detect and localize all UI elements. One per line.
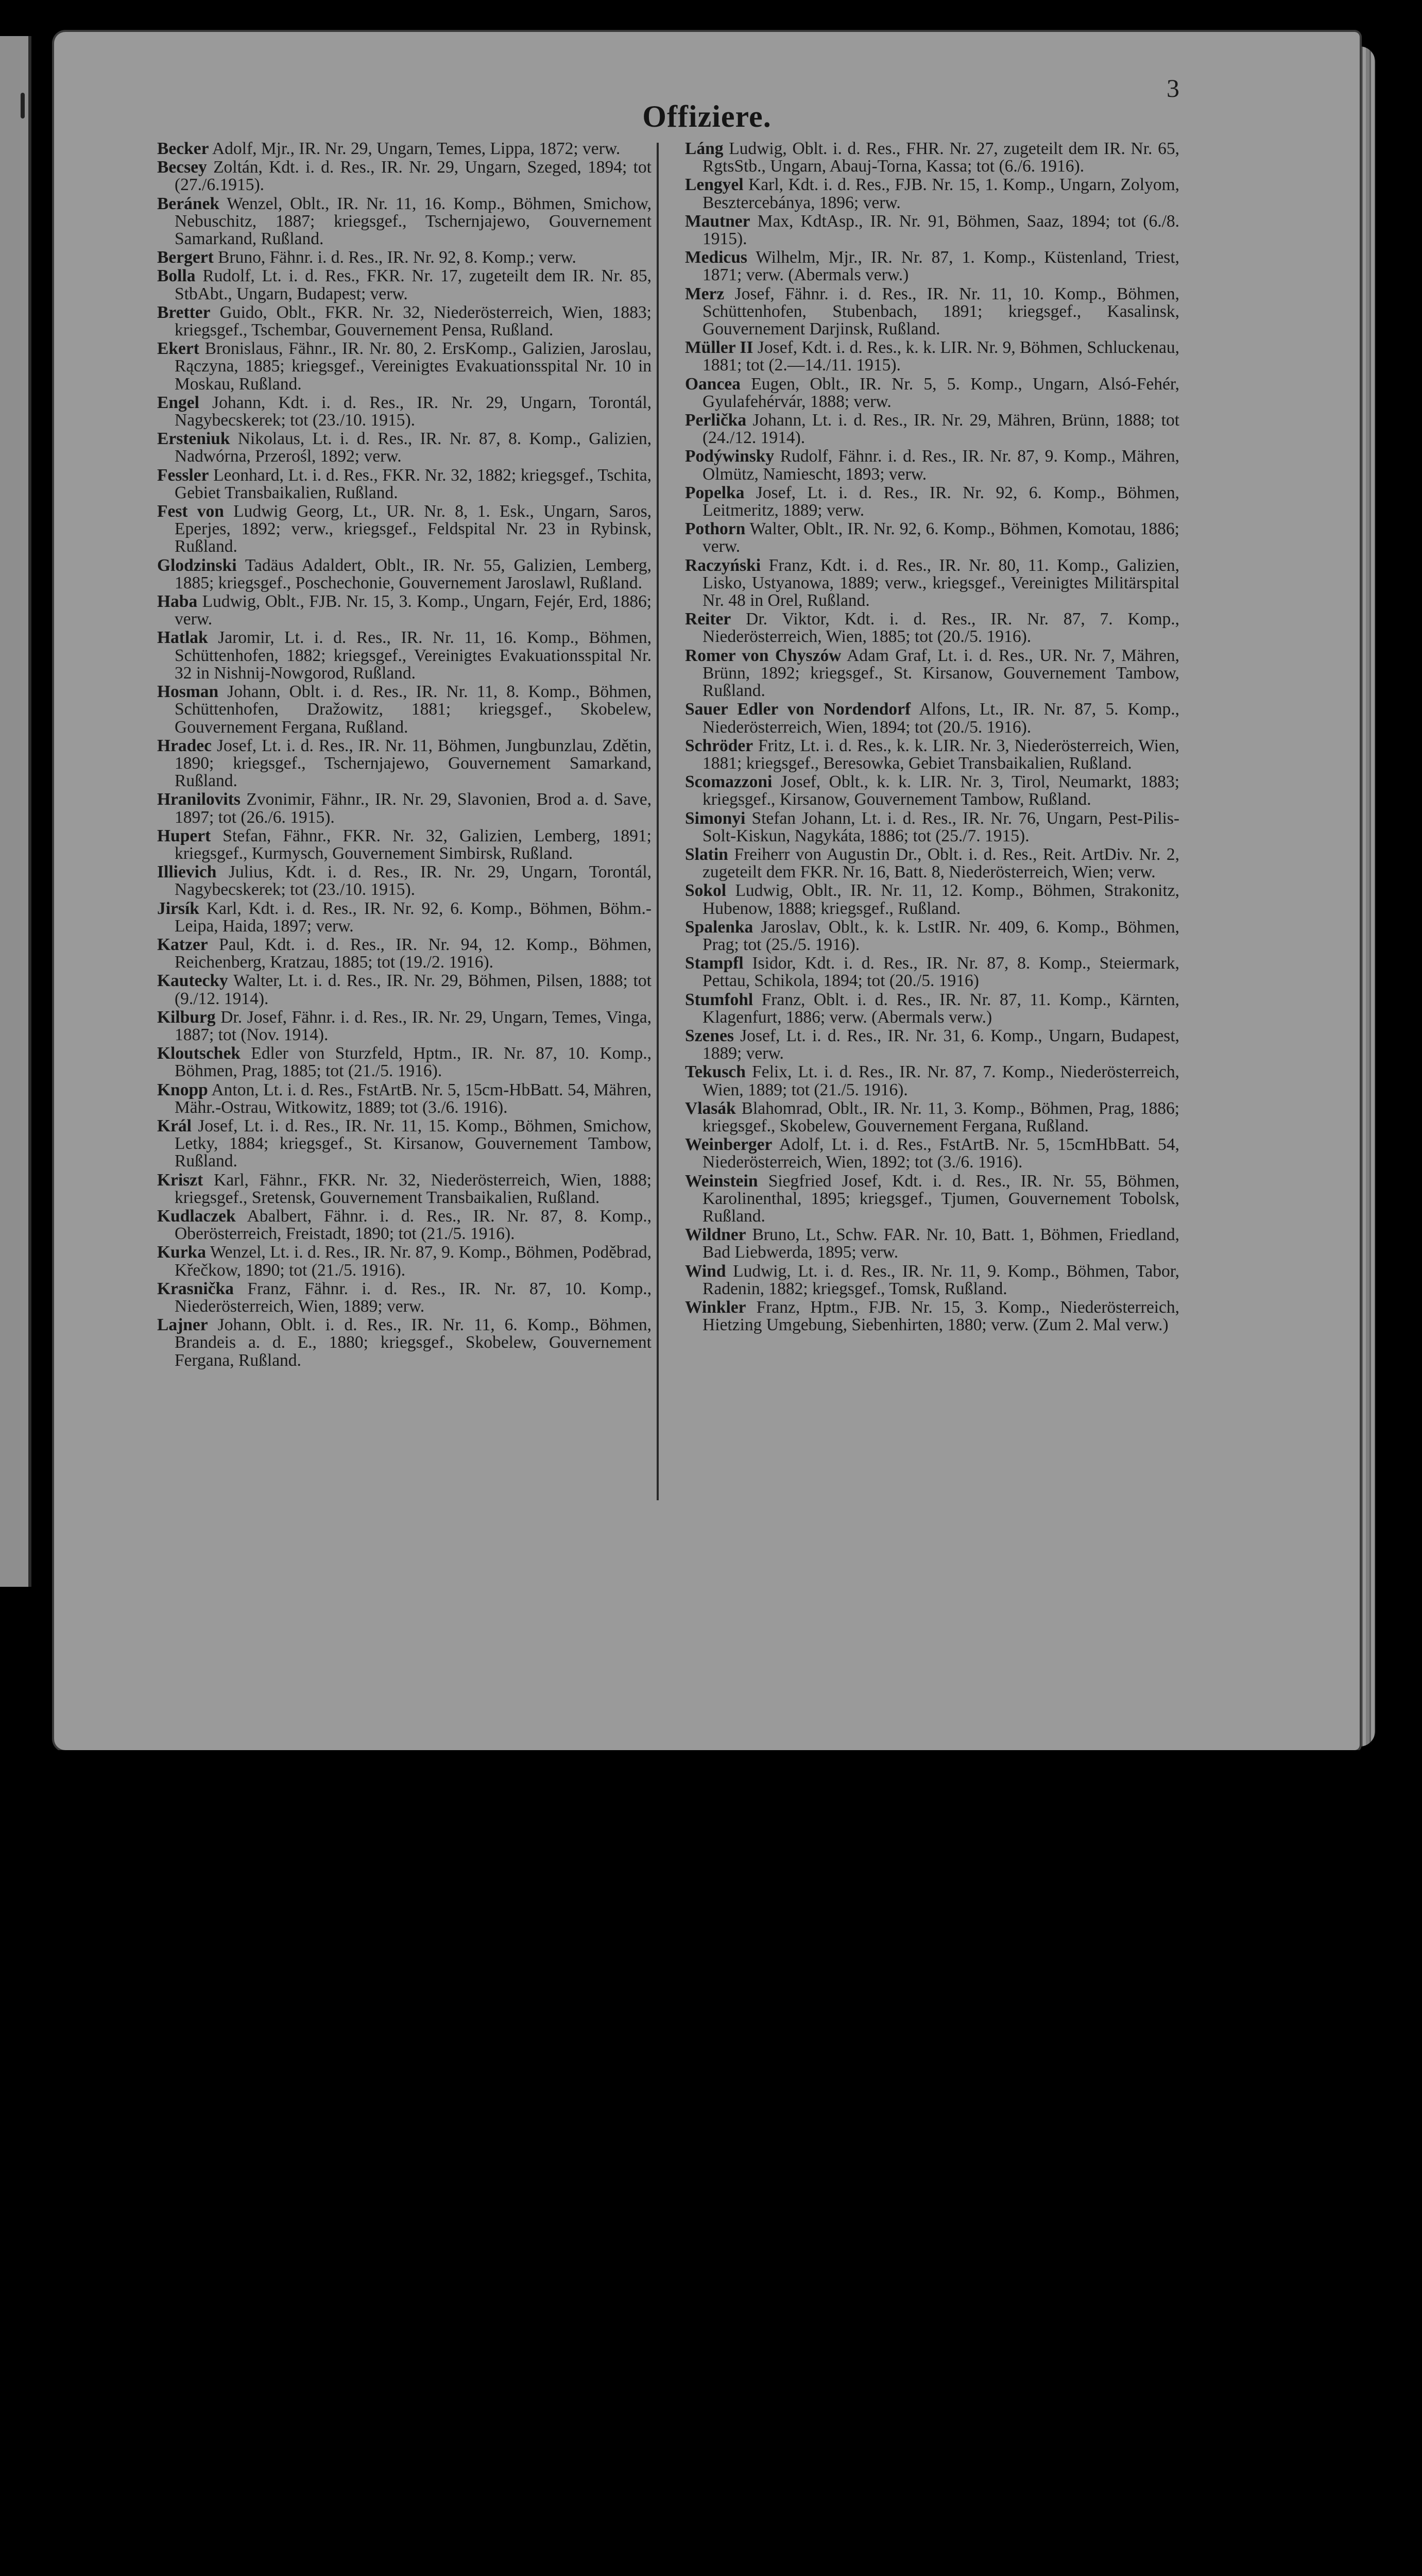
officer-details: Franz, Hptm., FJB. Nr. 15, 3. Komp., Niederösterreich, Hietzing Umgebung, Siebenhirten, 1880; verw. (Zum 2. Mal verw.): [703, 1298, 1180, 1335]
officer-details: Anton, Lt. i. d. Res., FstArtB. Nr. 5, 15cm-HbBatt. 54, Mähren, Mähr.-Ostrau, Witkowitz, 1889; tot (3./6. 1916).: [175, 1080, 652, 1117]
officer-name: Kloutschek: [157, 1044, 241, 1063]
officer-name: Beránek: [157, 194, 219, 213]
officer-details: Karl, Fähnr., FKR. Nr. 32, Niederösterreich, Wien, 1888; kriegsgef., Sretensk, Gouvernement Transbaikalien, Rußland.: [175, 1170, 652, 1207]
officer-details: Jaromir, Lt. i. d. Res., IR. Nr. 11, 16. Komp., Böhmen, Schüttenhofen, 1882; kriegsgef., Vereinigtes Evakuationsspital Nr. 32 in Nishnij-Nowgorod, Rußland.: [175, 628, 652, 683]
officer-name: Popelka: [685, 483, 745, 502]
officer-details: Johann, Oblt. i. d. Res., IR. Nr. 11, 6. Komp., Böhmen, Brandeis a. d. E., 1880; kriegsgef., Skobelew, Gouvernement Fergana, Rußland.: [175, 1315, 652, 1370]
officer-details: Franz, Fähnr. i. d. Res., IR. Nr. 87, 10. Komp., Niederösterreich, Wien, 1889; verw.: [175, 1279, 652, 1316]
officer-entry: [157, 1045, 652, 1080]
officer-entry: [157, 737, 652, 790]
officer-details: Eugen, Oblt., IR. Nr. 5, 5. Komp., Ungarn, Alsó-Fehér, Gyulafehérvár, 1888; verw.: [703, 374, 1180, 411]
officer-details: Josef, Fähnr. i. d. Res., IR. Nr. 11, 10. Komp., Böhmen, Schüttenhofen, Stubenbach, 1891; kriegsgef., Kasalinsk, Gouvernement Darjinsk, Rußland.: [703, 284, 1179, 339]
officer-details: Josef, Kdt. i. d. Res., k. k. LIR. Nr. 9, Böhmen, Schluckenau, 1881; tot (2.—14./11. 1915).: [703, 338, 1179, 375]
officer-name: Becker: [157, 139, 209, 158]
officer-name: Romer von Chyszów: [685, 646, 842, 665]
officer-name: Mautner: [685, 211, 750, 231]
officer-entry: [157, 791, 652, 826]
officer-details: Felix, Lt. i. d. Res., IR. Nr. 87, 7. Komp., Niederösterreich, Wien, 1889; tot (21./5. 1916).: [703, 1062, 1180, 1099]
officer-details: Josef, Lt. i. d. Res., IR. Nr. 11, Böhmen, Jungbunzlau, Zdětin, 1890; kriegsgef., Tschernjajewo, Gouvernement Samarkand, Rußland.: [175, 736, 652, 791]
officer-details: Franz, Kdt. i. d. Res., IR. Nr. 80, 11. Komp., Galizien, Lisko, Ustyanowa, 1889; verw., kriegsgef., Vereinigtes Militärspital Nr. 48 in Orel, Rußland.: [703, 555, 1180, 611]
officer-name: Hupert: [157, 826, 211, 845]
officer-entry: [157, 1117, 652, 1171]
officer-name: Sauer Edler von Nordendorf: [685, 700, 911, 719]
officer-name: Scomazzoni: [685, 772, 773, 792]
officer-name: Becsey: [157, 158, 207, 177]
officer-name: Král: [157, 1116, 192, 1136]
officer-details: Wilhelm, Mjr., IR. Nr. 87, 1. Komp., Küstenland, Triest, 1871; verw. (Abermals verw.): [703, 248, 1179, 285]
officer-details: Josef, Lt. i. d. Res., IR. Nr. 11, 15. Komp., Böhmen, Smichow, Letky, 1884; kriegsgef., St. Kirsanow, Gouvernement Tambow, Rußland.: [175, 1116, 652, 1171]
officer-entry: [685, 1173, 1179, 1226]
officer-name: Stumfohl: [685, 990, 753, 1009]
officer-entry: [685, 846, 1179, 881]
officer-entry: [157, 900, 652, 935]
officer-name: Simonyi: [685, 808, 746, 828]
officer-entry: [685, 140, 1179, 175]
officer-entry: [157, 340, 652, 393]
officer-name: Bretter: [157, 302, 211, 322]
officer-details: Adolf, Lt. i. d. Res., FstArtB. Nr. 5, 15cmHbBatt. 54, Niederösterreich, Wien, 1892; tot (3./6. 1916).: [703, 1135, 1180, 1172]
officer-name: Haba: [157, 592, 198, 612]
officer-entry: [685, 484, 1179, 519]
officer-name: Katzer: [157, 935, 208, 954]
officer-entry: [685, 919, 1179, 954]
previous-page-mark: [21, 93, 25, 118]
officer-entry: [157, 1244, 652, 1279]
officer-name: Pothorn: [685, 519, 746, 539]
officer-name: Hradec: [157, 736, 212, 755]
officer-details: Wenzel, Oblt., IR. Nr. 11, 16. Komp., Böhmen, Smichow, Nebuschitz, 1887; kriegsgef., Tschernjajewo, Gouvernement Samarkand, Rußland.: [175, 194, 652, 249]
officer-name: Müller II: [685, 338, 753, 358]
officer-entry: [157, 249, 652, 266]
previous-page-edge: [0, 36, 31, 1587]
officer-details: Bruno, Lt., Schw. FAR. Nr. 10, Batt. 1, Böhmen, Friedland, Bad Liebwerda, 1895; verw.: [703, 1225, 1180, 1262]
officer-entry: [157, 159, 652, 194]
officer-details: Josef, Lt. i. d. Res., IR. Nr. 31, 6. Komp., Ungarn, Budapest, 1889; verw.: [703, 1026, 1179, 1063]
officer-details: Walter, Oblt., IR. Nr. 92, 6. Komp., Böhmen, Komotau, 1886; verw.: [703, 519, 1179, 556]
officer-entry: [685, 249, 1179, 284]
officer-entry: [157, 557, 652, 592]
officer-name: Glodzinski: [157, 555, 237, 575]
officer-name: Podýwinsky: [685, 447, 775, 466]
officer-name: Perlička: [685, 411, 747, 430]
officer-name: Hosman: [157, 682, 219, 702]
officer-details: Jaroslav, Oblt., k. k. LstIR. Nr. 409, 6. Komp., Böhmen, Prag; tot (25./5. 1916).: [703, 917, 1180, 954]
officer-entry: [685, 1100, 1179, 1135]
officer-name: Illievich: [157, 862, 217, 882]
officer-entry: [685, 213, 1179, 248]
officer-details: Walter, Lt. i. d. Res., IR. Nr. 29, Böhmen, Pilsen, 1888; tot (9./12. 1914).: [175, 971, 652, 1008]
officer-details: Guido, Oblt., FKR. Nr. 32, Niederösterreich, Wien, 1883; kriegsgef., Tschembar, Gouvernement Pensa, Rußland.: [175, 302, 652, 340]
officer-details: Ludwig, Oblt., IR. Nr. 11, 12. Komp., Böhmen, Strakonitz, Hubenow, 1888; kriegsgef., Rußland.: [703, 881, 1180, 918]
officer-entry: [157, 827, 652, 862]
officer-entry: [685, 1263, 1179, 1298]
officer-details: Bruno, Fähnr. i. d. Res., IR. Nr. 92, 8. Komp.; verw.: [218, 248, 576, 267]
officer-details: Rudolf, Lt. i. d. Res., FKR. Nr. 17, zugeteilt dem IR. Nr. 85, StbAbt., Ungarn, Budapest; verw.: [175, 266, 652, 303]
officer-entry: [157, 1081, 652, 1116]
officer-name: Wind: [685, 1261, 726, 1281]
officer-details: Stefan Johann, Lt. i. d. Res., IR. Nr. 76, Ungarn, Pest-Pilis-Solt-Kiskun, Nagykáta, 1886; tot (25./7. 1915).: [703, 808, 1180, 845]
officer-entry: [157, 140, 652, 158]
officer-details: Rudolf, Fähnr. i. d. Res., IR. Nr. 87, 9. Komp., Mähren, Olmütz, Namiescht, 1893; verw.: [703, 447, 1180, 484]
officer-details: Johann, Kdt. i. d. Res., IR. Nr. 29, Ungarn, Torontál, Nagybecskerek; tot (23./10. 1915).: [175, 393, 652, 430]
officer-name: Kurka: [157, 1243, 206, 1262]
officer-details: Isidor, Kdt. i. d. Res., IR. Nr. 87, 8. Komp., Steiermark, Pettau, Schikola, 1894; tot (20./5. 1916): [703, 954, 1180, 991]
left-column: [157, 140, 652, 1370]
officer-name: Slatin: [685, 844, 728, 864]
officer-details: Zvonimir, Fähnr., IR. Nr. 29, Slavonien, Brod a. d. Save, 1897; tot (26./6. 1915).: [175, 790, 652, 827]
officer-name: Ekert: [157, 339, 199, 359]
officer-entry: [157, 629, 652, 682]
officer-details: Julius, Kdt. i. d. Res., IR. Nr. 29, Ungarn, Torontál, Nagybecskerek; tot (23./10. 1915).: [175, 862, 652, 900]
officer-details: Blahomrad, Oblt., IR. Nr. 11, 3. Komp., Böhmen, Prag, 1886; kriegsgef., Skobelew, Gouvernement Fergana, Rußland.: [703, 1098, 1179, 1136]
officer-entry: [685, 991, 1179, 1026]
officer-entry: [685, 611, 1179, 646]
officer-details: Fritz, Lt. i. d. Res., k. k. LIR. Nr. 3, Niederösterreich, Wien, 1881; kriegsgef., Beresowka, Gebiet Transbaikalien, Rußland.: [703, 736, 1179, 773]
officer-details: Bronislaus, Fähnr., IR. Nr. 80, 2. ErsKomp., Galizien, Jaroslau, Rączyna, 1885; kriegsgef., Vereinigtes Evakuationsspital Nr. 10 in Moskau, Rußland.: [175, 339, 652, 394]
officer-entry: [685, 376, 1179, 411]
officer-name: Medicus: [685, 248, 747, 267]
officer-name: Wildner: [685, 1225, 746, 1245]
officer-details: Ludwig Georg, Lt., UR. Nr. 8, 1. Esk., Ungarn, Saros, Eperjes, 1892; verw., kriegsgef., Feldspital Nr. 23 in Rybinsk, Rußland.: [175, 502, 652, 556]
officer-name: Szenes: [685, 1026, 734, 1045]
officer-entry: [685, 1226, 1179, 1261]
officer-name: Vlasák: [685, 1098, 736, 1118]
officer-entry: [157, 683, 652, 736]
officer-entry: [685, 339, 1179, 374]
officer-entry: [685, 701, 1179, 736]
officer-name: Stampfl: [685, 954, 744, 973]
officer-name: Ersteniuk: [157, 429, 230, 449]
officer-details: Karl, Kdt. i. d. Res., FJB. Nr. 15, 1. Komp., Ungarn, Zolyom, Besztercebánya, 1896; verw.: [703, 175, 1180, 212]
officer-entry: [157, 467, 652, 502]
officer-entry: [157, 863, 652, 899]
officer-details: Stefan, Fähnr., FKR. Nr. 32, Galizien, Lemberg, 1891; kriegsgef., Kurmysch, Gouvernement Simbirsk, Rußland.: [175, 826, 652, 863]
officer-details: Abalbert, Fähnr. i. d. Res., IR. Nr. 87, 8. Komp., Oberösterreich, Freistadt, 1890; tot (21./5. 1916).: [175, 1206, 652, 1244]
officer-name: Raczyński: [685, 555, 761, 575]
officer-entry: [157, 1280, 652, 1315]
officer-name: Krasnička: [157, 1279, 234, 1298]
officer-name: Jirsík: [157, 899, 199, 918]
officer-entry: [157, 593, 652, 628]
officer-entry: [157, 1009, 652, 1044]
officer-details: Adolf, Mjr., IR. Nr. 29, Ungarn, Temes, Lippa, 1872; verw.: [212, 139, 621, 158]
officer-entry: [685, 176, 1179, 211]
officer-details: Adam Graf, Lt. i. d. Res., UR. Nr. 7, Mähren, Brünn, 1892; kriegsgef., St. Kirsanow, Gouvernement Tambow, Rußland.: [703, 646, 1179, 701]
officer-name: Weinberger: [685, 1135, 773, 1155]
officer-entry: [157, 1316, 652, 1369]
officer-details: Ludwig, Oblt. i. d. Res., FHR. Nr. 27, zugeteilt dem IR. Nr. 65, RgtsStb., Ungarn, Abauj-Torna, Kassa; tot (6./6. 1916).: [703, 139, 1179, 176]
officer-details: Ludwig, Lt. i. d. Res., IR. Nr. 11, 9. Komp., Böhmen, Tabor, Radenin, 1882; kriegsgef., Tomsk, Rußland.: [703, 1261, 1179, 1298]
officer-details: Edler von Sturzfeld, Hptm., IR. Nr. 87, 10. Komp., Böhmen, Prag, 1885; tot (21./5. 1916).: [175, 1044, 652, 1081]
officer-name: Tekusch: [685, 1062, 746, 1082]
officer-name: Weinstein: [685, 1171, 758, 1191]
officer-details: Nikolaus, Lt. i. d. Res., IR. Nr. 87, 8. Komp., Galizien, Nadwórna, Przerośl, 1892; verw.: [175, 429, 652, 466]
officer-name: Hatlak: [157, 628, 208, 648]
officer-name: Merz: [685, 284, 725, 303]
officer-name: Kriszt: [157, 1170, 203, 1190]
officer-entry: [685, 448, 1179, 483]
officer-entry: [685, 1299, 1179, 1334]
officer-name: Kautecky: [157, 971, 228, 991]
officer-entry: [157, 936, 652, 971]
officer-details: Paul, Kdt. i. d. Res., IR. Nr. 94, 12. Komp., Böhmen, Reichenberg, Kratzau, 1885; tot (19./2. 1916).: [175, 935, 652, 972]
officer-entry: [157, 972, 652, 1007]
officer-entry: [685, 412, 1179, 447]
officer-details: Freiherr von Augustin Dr., Oblt. i. d. Res., Reit. ArtDiv. Nr. 2, zugeteilt dem FKR. Nr. 16, Batt. 8, Niederösterreich, Wien; verw.: [703, 844, 1180, 882]
officer-entry: [157, 304, 652, 339]
officer-entry: [157, 195, 652, 248]
officer-name: Láng: [685, 139, 724, 158]
officer-name: Fest von: [157, 502, 224, 521]
officer-entry: [685, 737, 1179, 772]
officer-entry: [157, 267, 652, 302]
officer-name: Kudlaczek: [157, 1206, 236, 1226]
officer-details: Ludwig, Oblt., FJB. Nr. 15, 3. Komp., Ungarn, Fejér, Erd, 1886; verw.: [175, 592, 652, 629]
officer-name: Kilburg: [157, 1007, 216, 1027]
officer-details: Dr. Josef, Fähnr. i. d. Res., IR. Nr. 29, Ungarn, Temes, Vinga, 1887; tot (Nov. 1914).: [175, 1007, 652, 1044]
officer-entry: [685, 882, 1179, 917]
page-number: 3: [1167, 74, 1179, 103]
officer-details: Franz, Oblt. i. d. Res., IR. Nr. 87, 11. Komp., Kärnten, Klagenfurt, 1886; verw. (Abermals verw.): [703, 990, 1180, 1027]
officer-details: Alfons, Lt., IR. Nr. 87, 5. Komp., Niederösterreich, Wien, 1894; tot (20./5. 1916).: [703, 700, 1180, 737]
right-column: [685, 140, 1179, 1335]
column-divider: [657, 143, 659, 1500]
officer-details: Josef, Lt. i. d. Res., IR. Nr. 92, 6. Komp., Böhmen, Leitmeritz, 1889; verw.: [703, 483, 1179, 520]
officer-entry: [685, 773, 1179, 808]
officer-entry: [685, 285, 1179, 338]
officer-entry: [685, 1063, 1179, 1098]
officer-entry: [157, 430, 652, 465]
officer-name: Reiter: [685, 609, 731, 629]
officer-details: Johann, Oblt. i. d. Res., IR. Nr. 11, 8. Komp., Böhmen, Schüttenhofen, Dražowitz, 1881; kriegsgef., Skobelew, Gouvernement Fergana, Rußland.: [175, 682, 652, 737]
officer-name: Engel: [157, 393, 199, 412]
officer-name: Sokol: [685, 881, 727, 901]
officer-entry: [157, 503, 652, 556]
officer-entry: [685, 810, 1179, 845]
officer-name: Bergert: [157, 248, 214, 267]
officer-name: Schröder: [685, 736, 753, 755]
officer-name: Lengyel: [685, 175, 744, 195]
officer-name: Knopp: [157, 1080, 208, 1099]
page-heading: Offiziere.: [642, 99, 772, 133]
officer-entry: [157, 394, 652, 429]
officer-details: Dr. Viktor, Kdt. i. d. Res., IR. Nr. 87, 7. Komp., Niederösterreich, Wien, 1885; tot (20./5. 1916).: [703, 609, 1180, 647]
officer-name: Bolla: [157, 266, 196, 286]
officer-details: Zoltán, Kdt. i. d. Res., IR. Nr. 29, Ungarn, Szeged, 1894; tot (27./6.1915).: [175, 158, 652, 195]
officer-details: Josef, Oblt., k. k. LIR. Nr. 3, Tirol, Neumarkt, 1883; kriegsgef., Kirsanow, Gouvernement Tambow, Rußland.: [703, 772, 1180, 809]
officer-entry: [685, 647, 1179, 700]
officer-entry: [685, 1027, 1179, 1062]
viewer-footer: [0, 1750, 1422, 1865]
officer-details: Johann, Lt. i. d. Res., IR. Nr. 29, Mähren, Brünn, 1888; tot (24./12. 1914).: [703, 411, 1179, 448]
officer-details: Tadäus Adaldert, Oblt., IR. Nr. 55, Galizien, Lemberg, 1885; kriegsgef., Poschechonie, Gouvernement Jaroslawl, Rußland.: [175, 555, 652, 592]
officer-entry: [157, 1172, 652, 1207]
officer-entry: [157, 1208, 652, 1243]
document-page: [54, 32, 1360, 1750]
officer-details: Leonhard, Lt. i. d. Res., FKR. Nr. 32, 1882; kriegsgef., Tschita, Gebiet Transbaikalien, Rußland.: [175, 465, 652, 502]
officer-name: Winkler: [685, 1298, 746, 1317]
officer-name: Oancea: [685, 374, 741, 394]
officer-name: Lajner: [157, 1315, 208, 1335]
officer-entry: [685, 1136, 1179, 1171]
officer-entry: [685, 520, 1179, 555]
officer-entry: [685, 955, 1179, 990]
officer-name: Spalenka: [685, 917, 753, 937]
officer-details: Wenzel, Lt. i. d. Res., IR. Nr. 87, 9. Komp., Böhmen, Poděbrad, Křečkow, 1890; tot (21./5. 1916).: [175, 1243, 652, 1280]
officer-details: Max, KdtAsp., IR. Nr. 91, Böhmen, Saaz, 1894; tot (6./8. 1915).: [703, 211, 1180, 249]
officer-name: Fessler: [157, 465, 209, 485]
officer-name: Hranilovits: [157, 790, 241, 809]
officer-details: Siegfried Josef, Kdt. i. d. Res., IR. Nr. 55, Böhmen, Karolinenthal, 1895; kriegsgef., Tjumen, Gouvernement Tobolsk, Rußland.: [703, 1171, 1179, 1226]
officer-details: Karl, Kdt. i. d. Res., IR. Nr. 92, 6. Komp., Böhmen, Böhm.-Leipa, Haida, 1897; verw.: [175, 899, 652, 936]
officer-entry: [685, 557, 1179, 610]
